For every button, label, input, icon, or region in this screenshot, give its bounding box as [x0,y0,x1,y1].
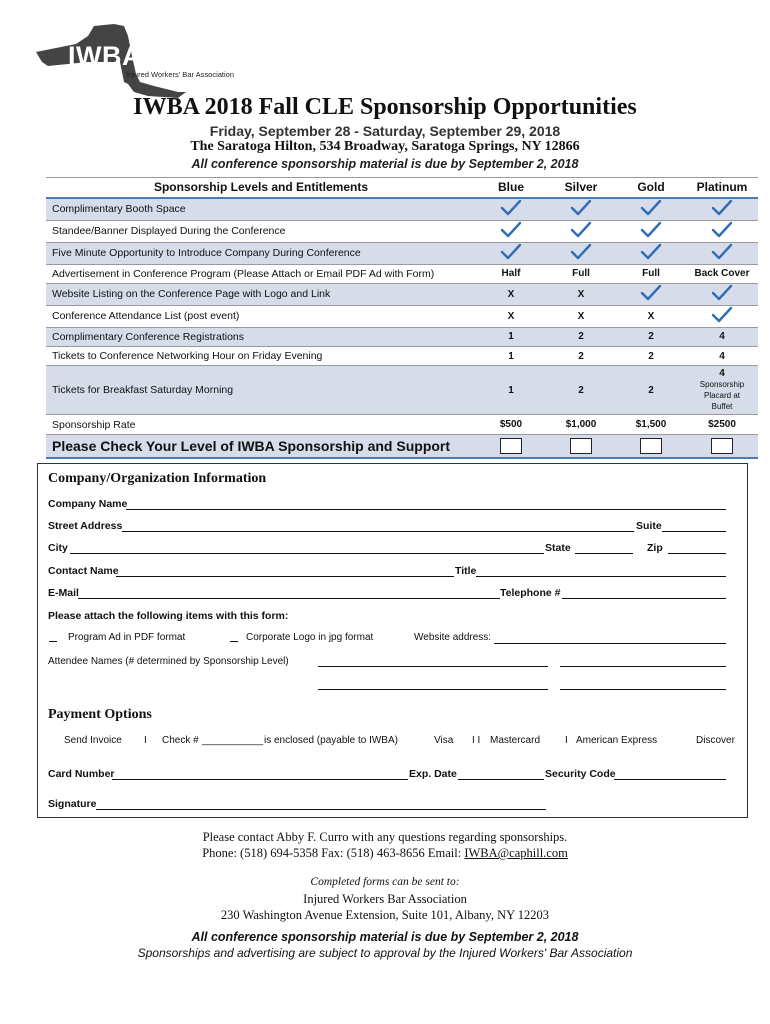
company-heading: Company/Organization Information [48,471,267,486]
event-venue: The Saratoga Hilton, 534 Broadway, Saratoga Springs, NY 12866 [190,139,580,154]
column-header-blue: Blue [476,178,546,198]
entitlement-label: Standee/Banner Displayed During the Conference [46,220,476,242]
phone-fax-text: Phone: (518) 694-5358 Fax: (518) 463-8656 Email: [202,846,465,860]
cell-silver: X [546,305,616,327]
separator: I [565,735,568,746]
cell-silver: $1,000 [546,415,616,434]
state-label: State [545,542,571,554]
corporate-logo-label: Corporate Logo in jpg format [246,632,374,643]
approval-notice: Sponsorships and advertising are subject to approval by the Injured Workers' Bar Association [137,946,633,960]
cell-silver: Full [546,264,616,283]
checkmark-icon [616,283,686,305]
check-enclosed-text: is enclosed (payable to IWBA) [264,735,398,746]
column-header-gold: Gold [616,178,686,198]
suite-field[interactable] [662,531,726,532]
cell-platinum: Back Cover [686,264,758,283]
email-label: E-Mail [48,587,79,599]
cell-blue: X [476,283,546,305]
cell-platinum: 4 [686,347,758,366]
contact-line: Please contact Abby F. Curro with any questions regarding sponsorships. [202,830,568,844]
email-field[interactable] [78,598,500,599]
sent-to-label: Completed forms can be sent to: [310,876,460,888]
cell-gold: X [616,305,686,327]
visa-option[interactable]: Visa [434,735,454,746]
attendee-name-field-2[interactable] [560,666,726,667]
entitlement-label: Tickets to Conference Networking Hour on Friday Evening [46,347,476,366]
attendee-names-label: Attendee Names (# determined by Sponsorship Level) [48,656,289,667]
city-field[interactable] [70,553,544,554]
signature-field[interactable] [96,809,546,810]
checkmark-icon [686,198,758,221]
table-row [46,220,758,242]
signature-label: Signature [48,798,97,810]
entitlement-label: Conference Attendance List (post event) [46,305,476,327]
cell-blue: 1 [476,327,546,346]
iwba-logo [28,22,235,102]
checkmark-icon [686,242,758,264]
contact-name-label: Contact Name [48,565,119,577]
amex-option[interactable]: American Express [576,735,658,746]
phone-line [0,846,770,861]
attach-instructions: Please attach the following items with this form: [48,610,289,622]
security-code-label: Security Code [545,768,616,780]
table-row [46,198,758,221]
zip-field[interactable] [668,553,726,554]
platinum-level-checkbox[interactable] [711,438,733,454]
column-header-silver: Silver [546,178,616,198]
logo-wordmark: IWBA [68,41,142,71]
exp-date-field[interactable] [458,779,544,780]
due-notice-bottom: All conference sponsorship material is due by September 2, 2018 [191,930,579,944]
cell-silver: X [546,283,616,305]
table-row [46,327,758,346]
checkmark-icon [616,198,686,221]
checkmark-icon [686,220,758,242]
checkmark-icon [476,198,546,221]
title-field[interactable] [476,576,726,577]
check-option-label[interactable]: Check # [162,735,199,746]
entitlement-label: Tickets for Breakfast Saturday Morning [46,366,476,415]
logo-subtitle: Injured Workers' Bar Association [126,70,235,79]
payment-heading: Payment Options [48,707,152,722]
title-label: Title [455,565,477,577]
cell-gold: $1,500 [616,415,686,434]
attendee-name-field-3[interactable] [318,689,548,690]
telephone-field[interactable] [562,598,726,599]
cell-blue: 1 [476,366,546,415]
cell-gold: 2 [616,366,686,415]
cell-blue: $500 [476,415,546,434]
table-row [46,242,758,264]
street-address-field[interactable] [122,531,634,532]
checkmark-icon [616,242,686,264]
table-row [46,347,758,366]
cell-blue: X [476,305,546,327]
program-ad-checkbox[interactable] [49,641,57,642]
entitlement-label: Five Minute Opportunity to Introduce Company During Conference [46,242,476,264]
table-row [46,366,758,415]
cell-blue [476,434,546,458]
send-invoice-option[interactable]: Send Invoice [64,735,122,746]
street-address-label: Street Address [48,520,123,532]
org-name: Injured Workers Bar Association [303,892,467,906]
telephone-label: Telephone # [500,587,561,599]
cell-gold: Full [616,264,686,283]
zip-label: Zip [647,542,663,554]
checkmark-icon [616,220,686,242]
checkmark-icon [546,242,616,264]
website-field[interactable] [494,643,726,644]
cell-blue: Half [476,264,546,283]
due-notice-top: All conference sponsorship material is due by September 2, 2018 [191,157,579,171]
cell-platinum: 4 [686,327,758,346]
cell-gold: 2 [616,327,686,346]
email-link[interactable]: IWBA@caphill.com [464,846,568,860]
cell-gold [616,434,686,458]
table-row [46,305,758,327]
website-label: Website address: [414,632,492,643]
cell-silver: 2 [546,347,616,366]
cell-platinum: $2500 [686,415,758,434]
program-ad-label: Program Ad in PDF format [68,632,186,643]
cell-platinum [686,434,758,458]
corporate-logo-checkbox[interactable] [230,641,238,642]
entitlement-label: Complimentary Conference Registrations [46,327,476,346]
state-field[interactable] [575,553,633,554]
cell-blue: 1 [476,347,546,366]
checkmark-icon [546,198,616,221]
attendee-name-field-4[interactable] [560,689,726,690]
table-row [46,283,758,305]
cell-silver: 2 [546,366,616,415]
cell-platinum [686,366,758,415]
city-label: City [48,542,68,554]
column-header-platinum: Platinum [686,178,758,198]
cell-silver [546,434,616,458]
silver-level-checkbox[interactable] [570,438,592,454]
checkmark-icon [476,220,546,242]
event-dates: Friday, September 28 - Saturday, September 29, 2018 [209,123,561,139]
card-number-label: Card Number [48,768,115,780]
cell-gold: 2 [616,347,686,366]
checkmark-icon [546,220,616,242]
entitlement-label: Advertisement in Conference Program (Please Attach or Email PDF Ad with Form) [46,264,476,283]
checkmark-icon [686,283,758,305]
placard-note: Buffet [711,402,733,412]
card-number-field[interactable] [112,779,408,780]
entitlement-label: Complimentary Booth Space [46,198,476,221]
org-address: 230 Washington Avenue Extension, Suite 101, Albany, NY 12203 [220,908,550,922]
entitlement-label: Website Listing on the Conference Page with Logo and Link [46,283,476,305]
entitlement-label: Sponsorship Rate [46,415,476,434]
column-header-entitlements: Sponsorship Levels and Entitlements [46,178,476,198]
cell-silver: 2 [546,327,616,346]
gold-level-checkbox[interactable] [640,438,662,454]
suite-label: Suite [636,520,662,532]
page-title: IWBA 2018 Fall CLE Sponsorship Opportunities [133,94,637,120]
separator: I [144,735,147,746]
table-header-row [46,178,758,198]
checkmark-icon [686,305,758,327]
sponsorship-table [46,177,758,459]
mastercard-option[interactable]: Mastercard [490,735,541,746]
exp-date-label: Exp. Date [409,768,457,780]
placard-note: Sponsorship [699,380,745,390]
blue-level-checkbox[interactable] [500,438,522,454]
discover-option[interactable]: Discover [696,735,735,746]
placard-note: Placard at [703,391,741,401]
attendee-name-field-1[interactable] [318,666,548,667]
cell-value: 4 [719,368,725,380]
check-level-prompt: Please Check Your Level of IWBA Sponsorship and Support [46,434,476,458]
company-name-label: Company Name [48,498,128,510]
check-number-field[interactable]: ___________ [202,735,264,746]
separator: I I [472,735,481,746]
contact-name-field[interactable] [116,576,454,577]
security-code-field[interactable] [614,779,726,780]
company-name-field[interactable] [126,509,726,510]
table-row [46,264,758,283]
checkmark-icon [476,242,546,264]
table-row [46,415,758,434]
level-selection-row [46,434,758,458]
